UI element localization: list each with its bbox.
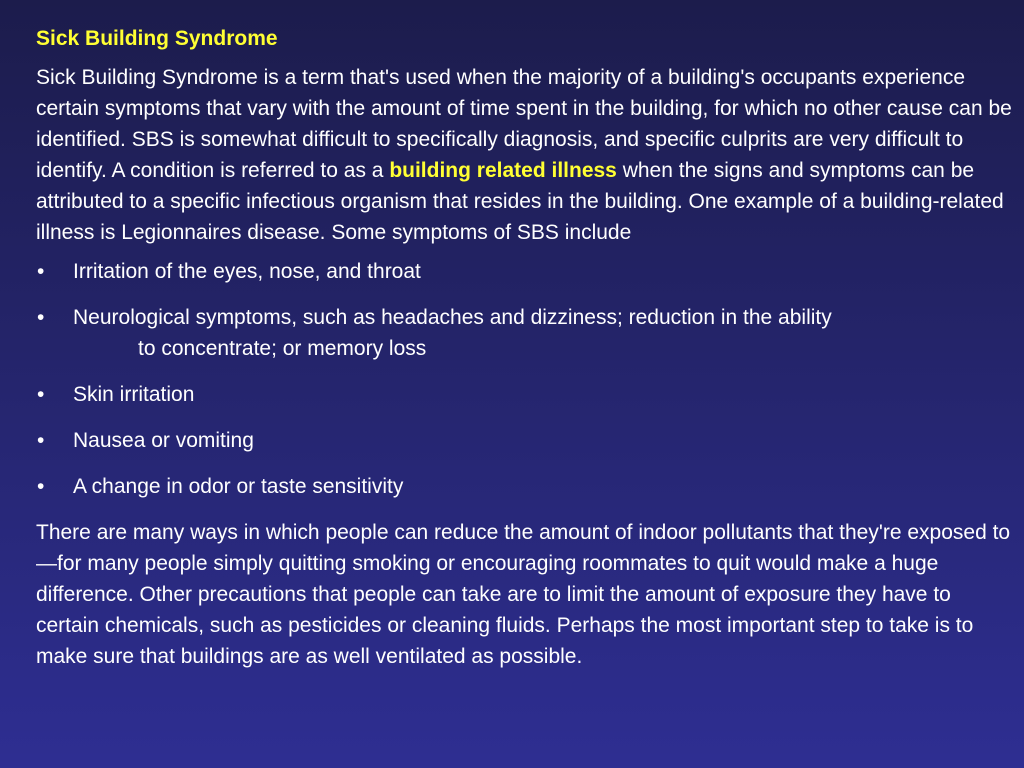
highlight-term: building related illness xyxy=(389,159,617,182)
closing-paragraph: There are many ways in which people can reduce the amount of indoor pollutants that they're exposed to—for many people simply quitting smoking or encouraging roommates to quit would make a huge difference. Other precautions that people can take are to limit the amount of exposure they have to certain chemicals, such as pesticides or cleaning fluids. Perhaps the most important step to take is to make sure that buildings are as well ventilated as possible. xyxy=(36,521,1011,668)
slide-content xyxy=(36,24,1016,764)
intro-text-after: when the signs and symptoms can be attributed to a specific infectious organism that resides in the building. One example of a building-related illness is Legionnaires disease. Some symptoms of SBS include xyxy=(36,159,1004,244)
intro-paragraph xyxy=(36,62,1016,248)
bullet-icon: • xyxy=(37,383,45,406)
list-item-text: A change in odor or taste sensitivity xyxy=(73,475,404,498)
list-item xyxy=(36,379,1016,410)
list-item xyxy=(36,471,1016,502)
list-item-text: Nausea or vomiting xyxy=(73,429,254,452)
list-item-text: Irritation of the eyes, nose, and throat xyxy=(73,260,421,283)
bullet-icon: • xyxy=(37,475,45,498)
bullet-icon: • xyxy=(37,429,45,452)
list-item xyxy=(36,302,1016,364)
slide-title: Sick Building Syndrome xyxy=(36,27,278,50)
symptom-list xyxy=(36,256,1016,502)
bullet-icon: • xyxy=(37,260,45,283)
bullet-icon: • xyxy=(37,306,45,329)
list-item xyxy=(36,256,1016,287)
intro-text-before: Sick Building Syndrome is a term that's used when the majority of a building's occupants experience certain symptoms that vary with the amount of time spent in the building, for which no other cause can be identified. SBS is somewhat difficult to specifically diagnosis, and specific culprits are very difficult to identify. A condition is referred to as a xyxy=(36,66,1012,182)
list-item-text: Neurological symptoms, such as headaches and dizziness; reduction in the ability xyxy=(73,306,832,329)
list-item-text-continued: to concentrate; or memory loss xyxy=(138,337,427,360)
list-item xyxy=(36,425,1016,456)
list-item-text: Skin irritation xyxy=(73,383,195,406)
